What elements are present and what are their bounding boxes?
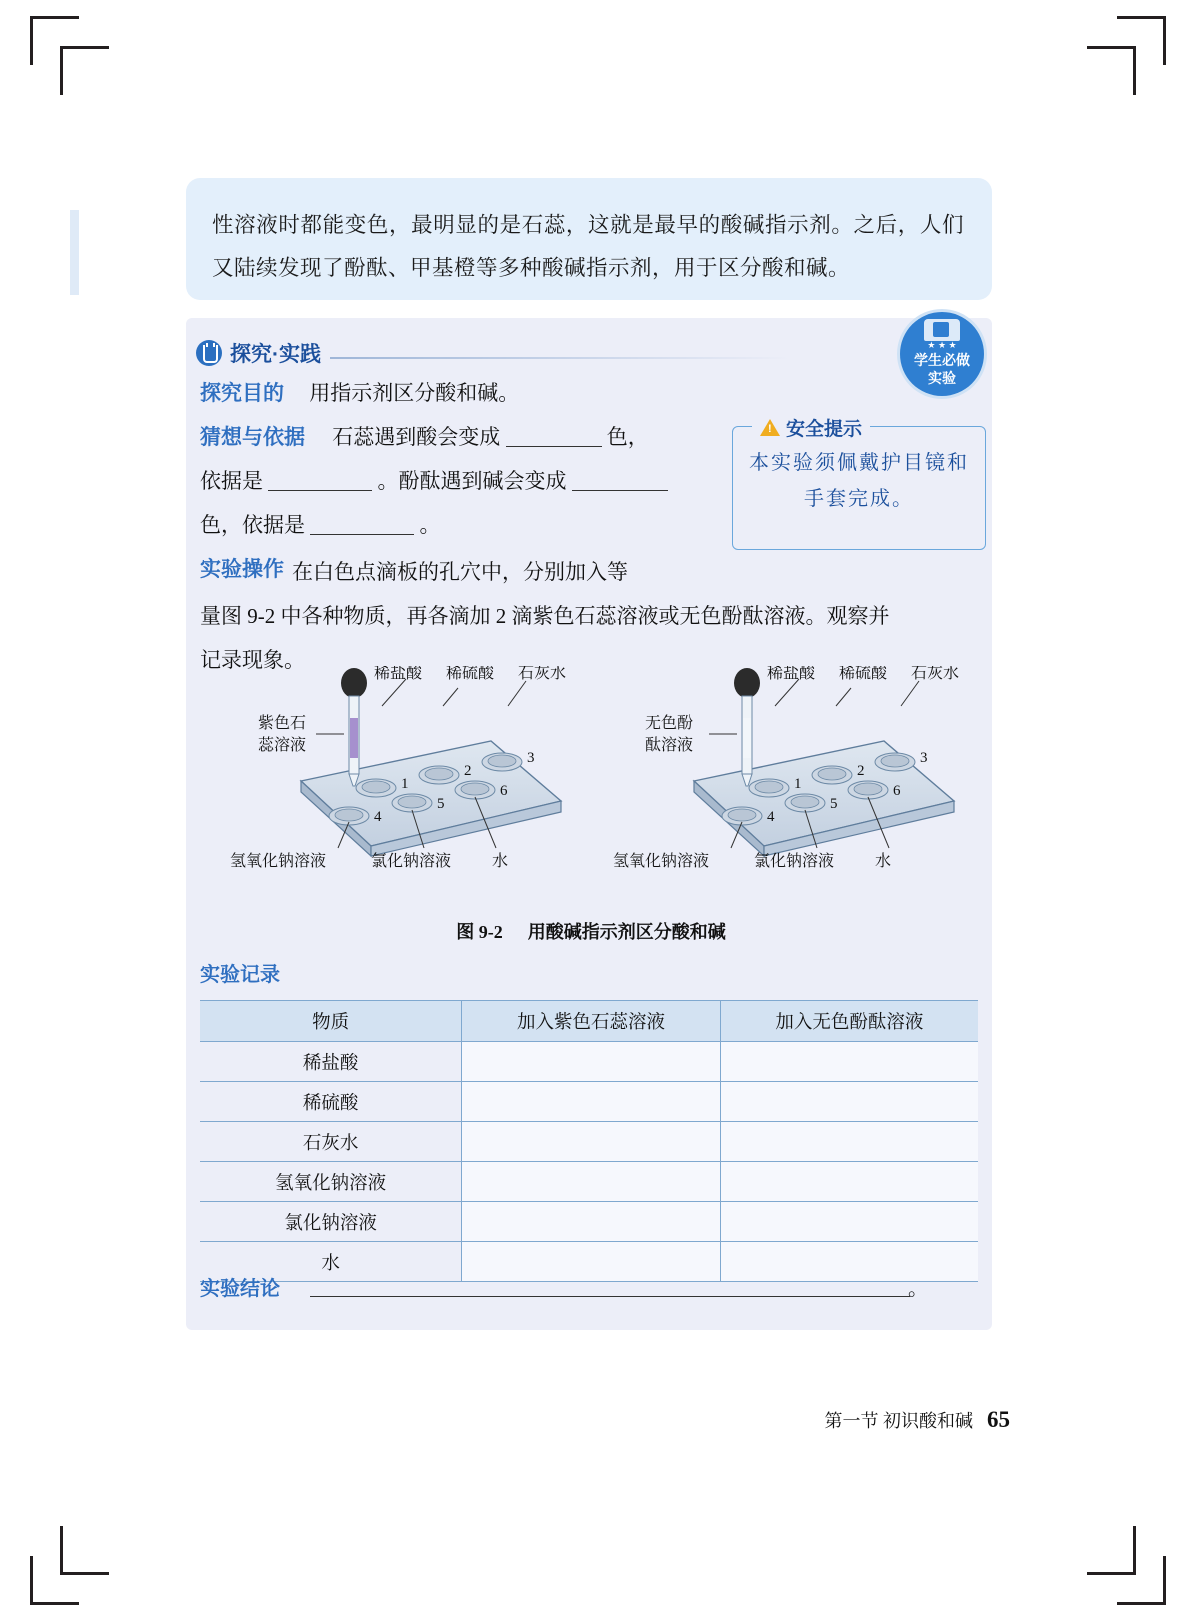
svg-text:6: 6 <box>500 783 508 799</box>
svg-text:稀盐酸: 稀盐酸 <box>767 666 816 682</box>
page-side-mark <box>70 210 79 295</box>
figure-svg <box>196 666 986 916</box>
guess-row-1 <box>200 418 649 457</box>
table-header-row <box>200 1001 978 1042</box>
badge-line-2: 实验 <box>928 370 956 386</box>
record-table <box>200 1000 978 1282</box>
svg-text:5: 5 <box>437 796 445 812</box>
cell-litmus[interactable] <box>462 1082 720 1122</box>
svg-text:水: 水 <box>875 853 892 870</box>
guess-row-2 <box>200 462 668 500</box>
svg-text:石灰水: 石灰水 <box>518 666 567 682</box>
guess-text-2b: 。酚酞遇到碱会变成 <box>377 469 567 493</box>
svg-text:石灰水: 石灰水 <box>911 666 960 682</box>
col-phenol: 加入无色酚酞溶液 <box>720 1001 978 1042</box>
cell-substance: 稀盐酸 <box>200 1042 462 1082</box>
crop-mark-inner-bottom-right <box>1087 1526 1136 1575</box>
table-row <box>200 1242 978 1282</box>
table-row <box>200 1122 978 1162</box>
cell-phenol[interactable] <box>720 1082 978 1122</box>
svg-text:氢氧化钠溶液: 氢氧化钠溶液 <box>230 853 327 870</box>
conclusion-label: 实验结论 <box>200 1278 280 1300</box>
svg-text:2: 2 <box>464 763 472 779</box>
page-footer <box>825 1407 1011 1433</box>
safety-title: 安全提示 <box>786 419 863 440</box>
record-label: 实验记录 <box>200 964 280 986</box>
intro-box <box>186 178 992 300</box>
guess-label: 猜想与依据 <box>200 426 305 449</box>
guess-blank-1[interactable] <box>506 446 602 447</box>
table-row <box>200 1042 978 1082</box>
cell-substance: 稀硫酸 <box>200 1082 462 1122</box>
svg-text:氢氧化钠溶液: 氢氧化钠溶液 <box>613 853 710 870</box>
guess-blank-3[interactable] <box>572 490 668 491</box>
cell-substance: 氢氧化钠溶液 <box>200 1162 462 1202</box>
section-title-rule <box>330 357 790 359</box>
figure-caption <box>196 918 986 944</box>
operation-label: 实验操作 <box>200 558 284 581</box>
cell-litmus[interactable] <box>462 1162 720 1202</box>
table-row <box>200 1162 978 1202</box>
crop-mark-inner-bottom-left <box>60 1526 109 1575</box>
guess-text-3b: 。 <box>419 513 441 537</box>
guess-text-3a: 色，依据是 <box>200 513 305 537</box>
operation-text-line2: 量图 9-2 中各种物质，再各滴加 2 滴紫色石蕊溶液或无色酚酞溶液。观察并 <box>200 604 890 628</box>
safety-text: 本实验须佩戴护目镜和手套完成。 <box>749 452 969 510</box>
figure-caption-text: 用酸碱指示剂区分酸和碱 <box>527 922 726 942</box>
svg-text:5: 5 <box>830 796 838 812</box>
svg-text:稀硫酸: 稀硫酸 <box>839 666 888 682</box>
guess-text-1a: 石蕊遇到酸会变成 <box>332 425 501 449</box>
footer-chapter: 第一节 初识酸和碱 <box>824 1411 973 1431</box>
cell-phenol[interactable] <box>720 1162 978 1202</box>
student-experiment-badge <box>900 312 984 396</box>
guess-blank-4[interactable] <box>310 534 414 535</box>
cell-substance: 水 <box>200 1242 462 1282</box>
svg-text:稀硫酸: 稀硫酸 <box>446 666 495 682</box>
svg-text:蕊溶液: 蕊溶液 <box>258 737 307 754</box>
cell-substance: 石灰水 <box>200 1122 462 1162</box>
badge-stars: ★ ★ ★ <box>927 340 957 350</box>
cell-phenol[interactable] <box>720 1242 978 1282</box>
svg-text:氯化钠溶液: 氯化钠溶液 <box>754 853 835 870</box>
svg-text:稀盐酸: 稀盐酸 <box>374 666 423 682</box>
operation-text-line1: 在白色点滴板的孔穴中，分别加入等 <box>292 560 628 584</box>
cell-phenol[interactable] <box>720 1122 978 1162</box>
crop-mark-inner-top-right <box>1087 46 1136 95</box>
svg-text:氯化钠溶液: 氯化钠溶液 <box>371 853 452 870</box>
figure-caption-number: 图 9-2 <box>456 922 503 942</box>
guess-text-1b: 色， <box>606 425 649 449</box>
cell-litmus[interactable] <box>462 1122 720 1162</box>
conclusion-period: 。 <box>908 1278 928 1300</box>
conclusion-blank[interactable] <box>310 1296 910 1297</box>
svg-text:无色酚: 无色酚 <box>645 715 694 732</box>
svg-text:4: 4 <box>767 809 775 825</box>
svg-text:3: 3 <box>527 750 535 766</box>
page-number: 65 <box>987 1407 1010 1432</box>
guess-row-3 <box>200 506 441 544</box>
cell-phenol[interactable] <box>720 1202 978 1242</box>
svg-text:3: 3 <box>920 750 928 766</box>
table-row <box>200 1082 978 1122</box>
svg-text:2: 2 <box>857 763 865 779</box>
svg-text:水: 水 <box>492 853 509 870</box>
svg-text:1: 1 <box>794 776 802 792</box>
safety-box <box>732 426 986 550</box>
cell-substance: 氯化钠溶液 <box>200 1202 462 1242</box>
col-litmus: 加入紫色石蕊溶液 <box>462 1001 720 1042</box>
section-title: 探究·实践 <box>230 343 321 366</box>
col-substance: 物质 <box>200 1001 462 1042</box>
aim-row <box>200 374 519 413</box>
svg-text:4: 4 <box>374 809 382 825</box>
svg-text:1: 1 <box>401 776 409 792</box>
aim-label: 探究目的 <box>200 382 284 405</box>
svg-text:6: 6 <box>893 783 901 799</box>
section-header <box>196 338 986 372</box>
guess-text-2a: 依据是 <box>200 469 263 493</box>
cell-litmus[interactable] <box>462 1202 720 1242</box>
aim-text: 用指示剂区分酸和碱。 <box>309 381 520 405</box>
badge-line-1: 学生必做 <box>914 352 970 368</box>
cell-litmus[interactable] <box>462 1242 720 1282</box>
warning-icon <box>760 419 780 436</box>
intro-paragraph: 性溶液时都能变色，最明显的是石蕊，这就是最早的酸碱指示剂。之后，人们又陆续发现了酚酞、甲基橙等多种酸碱指示剂，用于区分酸和碱。 <box>212 213 964 280</box>
table-row <box>200 1202 978 1242</box>
figure-9-2 <box>196 666 986 956</box>
cell-litmus[interactable] <box>462 1042 720 1082</box>
cell-phenol[interactable] <box>720 1042 978 1082</box>
svg-text:酞溶液: 酞溶液 <box>645 737 694 754</box>
svg-text:紫色石: 紫色石 <box>258 715 307 732</box>
flask-icon <box>196 340 222 366</box>
safety-title-wrap <box>752 414 870 441</box>
operation-text-line3: 记录现象。 <box>200 648 305 672</box>
guess-blank-2[interactable] <box>268 490 372 491</box>
beaker-icon <box>924 319 960 341</box>
crop-mark-inner-top-left <box>60 46 109 95</box>
